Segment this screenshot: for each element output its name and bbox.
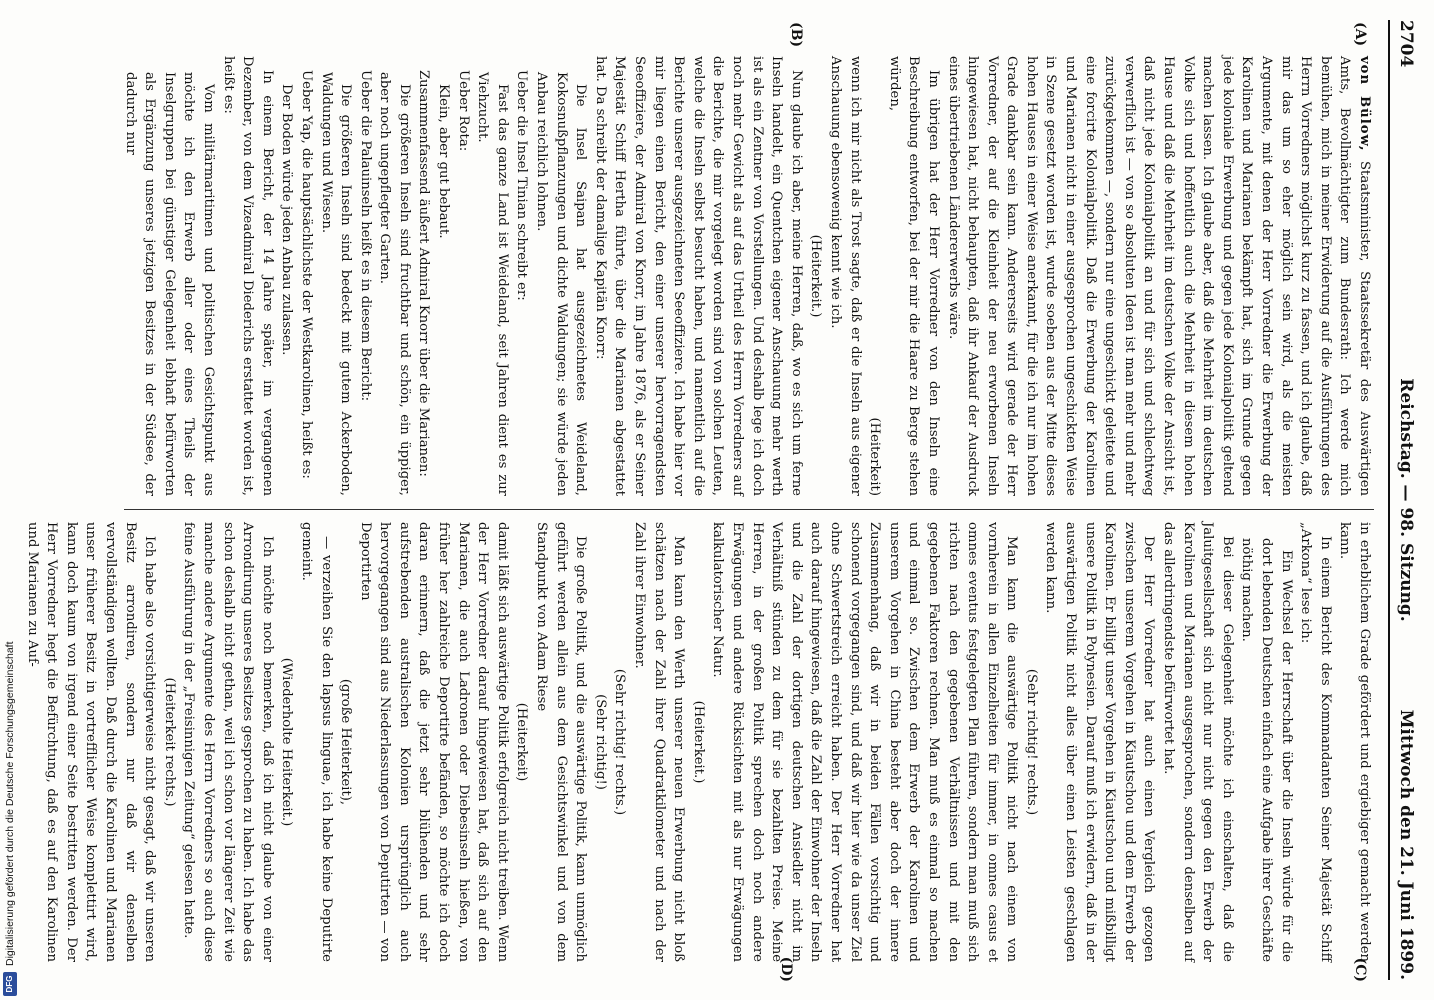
paragraph: Ueber Rota:	[455, 70, 471, 152]
margin-marker-b: (B)	[788, 22, 804, 48]
paragraph: Ueber die Palauinseln heißt es in diesem Bericht:	[357, 70, 373, 402]
footer-credit	[0, 0, 24, 1000]
interjection: (Heiterkeit.)	[690, 700, 706, 784]
quote: Die größeren Inseln sind bedeckt mit gutem Ackerboden, Waldungen und Wiesen.	[318, 72, 354, 496]
interjection: (Sehr richtig!)	[592, 694, 608, 790]
paragraph: wenn ich mir nicht als Trost sagte, daß er die Inseln aus eigener Anschauung ebensowenig kennt wie ich.	[827, 56, 863, 496]
header-title: Reichstag. — 98. Sitzung.	[1396, 378, 1416, 622]
quote: Die Insel Saipan hat ausgezeichnetes Weideland, Kokosnußpflanzungen und dichte Waldungen; sie würde jeden Anbau reichlich lohnen.	[534, 72, 589, 496]
quote: Die größeren Inseln sind fruchtbar und schön, ein üppiger, aber noch ungepflegter Garten.	[377, 72, 412, 496]
paragraph: In einem Bericht des Kommandanten Seiner Majestät Schiff „Arkona“ lese ich:	[1298, 522, 1333, 962]
paragraph: in erheblichem Grade gefördert und ergiebiger gemacht werden kann.	[1337, 522, 1372, 962]
footer-text: Digitalisierung gefördert durch die Deutsche Forschungsgemeinschaft	[4, 641, 16, 966]
column-divider	[124, 509, 1374, 510]
page-number: 2704	[1396, 20, 1416, 68]
interjection: (Sehr richtig! rechts.)	[1023, 668, 1039, 816]
paragraph: Man kann den Werth unserer neuen Erwerbung nicht bloß schätzen nach der Zahl ihrer Quadratkilometer und nach der Zahl ihrer Einwohner.	[632, 522, 687, 962]
paragraph: Ich habe also vorsichtigerweise nicht gesagt, daß wir unseren Besitz arrondiren, sondern nur daß wir denselben vervollständigen wollten. Daß durch die Karolinen und Marianen unser früherer Besitz in vortrefflicher Weise komplettirt wird, kann doch kaum von irgend einer Seite bestritten werden. Der Herr Vorredner hegt die Befürchtung, daß es auf den Karolinen und Marianen zu Auf-	[24, 522, 158, 962]
paragraph: Im übrigen hat der Herr Vorredner von den Inseln eine Beschreibung entworfen, bei der mir die Haare zu Berge stehen würden,	[886, 56, 941, 496]
left-column	[114, 56, 1374, 496]
paragraph: Ich möchte noch bemerken, daß ich nicht glaube von einer Arrondirung unseres Besitzes gesprochen zu haben. Ich habe das schon deshalb nicht gethan, weil ich schon vor längerer Zeit wie manche andere Argumente des Herrn Vorredners so auch diese feine Ausführung in der „Freisinnigen Zeitung“ gelesen hatte.	[181, 522, 275, 962]
interjection: (Wiederholte Heiterkeit.)	[279, 657, 295, 827]
right-column	[24, 522, 1374, 962]
paragraph: damit läßt sich auswärtige Politik erfolgreich nicht treiben. Wenn der Herr Vorredner darauf hingewiesen hat, daß sich auf den Marianen, die auch Ladronen oder Diebesinseln hießen, von früher her zahlreiche Deportirte befänden, so möchte ich doch daran erinnern, daß die jetzt sehr blühenden und sehr aufstrebenden australischen Kolonien ursprünglich auch hervorgegangen sind aus Niederlassungen von Deputirten — von Deportirten	[357, 522, 510, 962]
margin-marker-a: (A)	[1352, 22, 1368, 47]
paragraph: Ueber Yap, die hauptsächlichste der Westkarolinen, heißt es:	[298, 70, 314, 479]
speaker-name: von Bülow,	[1357, 56, 1372, 152]
paragraph: Ueber die Insel Tinian schreibt er:	[514, 70, 530, 301]
interjection: (große Heiterkeit),	[338, 678, 354, 806]
paragraph: Zusammenfassend äußert Admiral Knorr über die Marianen:	[416, 70, 432, 477]
paragraph: Der Herr Vorredner hat auch einen Vergleich gezogen zwischen unserem Vorgehen in Kiautschou und dem Erwerb der Karolinen. Er billigt unser Vorgehen in Kiautschou und mißbilligt unsere Politik in Polynesien. Darauf muß ich erwidern, daß in der auswärtigen Politik nicht alles über einen Leisten geschlagen werden kann.	[1043, 522, 1157, 962]
interjection: (Sehr richtig! rechts.)	[612, 668, 628, 816]
paragraph: In einem Bericht, der 14 Jahre später, im vergangenen Dezember, von dem Vizeadmiral Diederichs erstattet worden ist, heißt es:	[220, 56, 275, 496]
paragraph: Man kann die auswärtige Politik nicht nach einem von vornherein in allen Einzelheiten für immer, in omnes casus et omnes eventus festgelegten Plan führen, sondern man muß sich richten nach den gegebenen Verhältnissen und mit den gegebenen Faktoren rechnen. Man muß es einmal so machen und einmal so. Zwischen dem Erwerb der Karolinen und unserem Vorgehen in China besteht aber doch der innere Zusammenhang, daß wir in beiden Fällen vorsichtig und schonend vorgegangen sind, und daß wir hier wie da unser Ziel ohne Schwertstreich erreicht haben. Der Herr Vorredner hat auch darauf hingewiesen, daß die Zahl der Einwohner der Inseln und die Zahl der dortigen deutschen Ansiedler nicht im Verhältniß stünden zu dem für sie bezahlten Preise. Meine Herren, in der großen Politik sprechen doch noch andere Erwägungen und andere Rücksichten mit als nur Erwägungen kalkulatorischer Natur.	[710, 522, 1020, 962]
margin-marker-d: (D)	[778, 956, 794, 982]
paragraph: — verzeihen Sie den lapsus linguae, ich habe keine Deputirte gemeint.	[298, 522, 334, 962]
paragraph: von Bülow, Staatsminister, Staatssekretär des Auswärtigen Amts, Bevollmächtigter zum Bundesrath: Ich werde mich bemühen, mich in meiner Erwiderung auf die Ausführungen des Herrn Vorredners möglichst kurz zu fassen, und ich glaube, daß mir das um so eher möglich sein wird, als die meisten Argumente, mit denen der Herr Vorredner die Erwerbung der Karolinen und Marianen bekämpft hat, sich im Grunde gegen jede koloniale Erwerbung und gegen jede Kolonialpolitik geltend machen lassen. Ich glaube aber, daß die Mehrheit im deutschen Volke sich und hoffentlich auch die Mehrheit in diesem hohen Hause und daß die Mehrheit im deutschen Volke der Ansicht ist, daß nicht jede Kolonialpolitik an und für sich und schlechtweg verwerflich ist — von so absoluten Ideen ist man mehr und mehr zurückgekommen —, sondern nur eine ungeschickt geleitete und eine forcirte Kolonialpolitik. Daß die Erwerbung der Karolinen und Marianen nicht in einer ausgesprochen ungeschickten Weise in Szene gesetzt worden ist, wurde soeben aus der Mitte dieses hohen Hauses in einer Weise anerkannt, für die ich nur im hohen Grade dankbar sein kann. Andererseits wird gerade der Herr Vorredner, der auf die Kleinheit der neu erworbenen Inseln hingewiesen hat, nicht behaupten, daß ihr Ankauf der Ausdruck eines übertriebenen Ländererwerbs wäre.	[945, 56, 1372, 496]
quote: Vom militärmaritimen und politischen Gesichtspunkt aus möchte ich den Erwerb aller oder eines Theils der Inselgruppen bei günstiger Gelegenheit lebhaft befürworten als Ergänzung unseres jetzigen Besitzes in der Südsee, der dadurch nur	[122, 72, 216, 496]
paragraph: Die große Politik, und die auswärtige Politik, kann unmöglich geführt werden allein aus dem Gesichtswinkel und von dem Standpunkt von Adam Riese	[534, 522, 589, 962]
interjection: (Heiterkeit.)	[808, 234, 824, 318]
paragraph: Bei dieser Gelegenheit möchte ich einschalten, daß die Jaluitgesellschaft sich nicht nur nicht gegen den Erwerb der Karolinen und Marianen ausgesprochen, sondern denselben auf das allerdringendste befürwortet hat.	[1161, 522, 1235, 962]
dfg-logo: DFG	[3, 972, 17, 996]
header-date: Mittwoch den 21. Juni 1899.	[1396, 709, 1416, 980]
interjection: (Heiterkeit)	[514, 702, 530, 782]
interjection: (Heiterkeit)	[867, 417, 883, 496]
quote: Ein Wechsel der Herrschaft über die Inseln würde für die dort lebenden Deutschen einfach eine Aufgabe ihrer Geschäfte nöthig machen.	[1239, 538, 1294, 962]
margin-marker-c: (C)	[1352, 957, 1368, 982]
quote: Der Boden würde jeden Anbau zulassen.	[279, 84, 295, 356]
interjection: (Heiterkeit rechts.)	[161, 677, 177, 807]
quote: Klein, aber gut bebaut.	[436, 84, 452, 239]
paragraph: Nun glaube ich aber, meine Herren, daß, wo es sich um ferne Inseln handelt, ein Quentchen eigener Anschauung mehr werth ist als ein Zentner von Vorstellungen. Und deshalb lege ich doch noch mehr Gewicht als auf das Urtheil des Herrn Vorredners auf die Berichte, die mir vorgelegt worden sind von solchen Leuten, welche die Inseln selbst besucht haben, und namentlich auf die Berichte unserer ausgezeichneten Seeoffiziere. Ich habe hier vor mir liegen einen Bericht, den einer unserer hervorragendsten Seeoffiziere, der Admiral von Knorr, im Jahre 1876, als er Seiner Majestät Schiff Hertha führte, über die Marianen abgestattet hat. Da schreibt der damalige Kapitän Knorr:	[592, 56, 804, 496]
page-header	[1388, 20, 1420, 980]
quote: Fast das ganze Land ist Weideland, seit Jahren dient es zur Viehzucht.	[475, 72, 510, 496]
